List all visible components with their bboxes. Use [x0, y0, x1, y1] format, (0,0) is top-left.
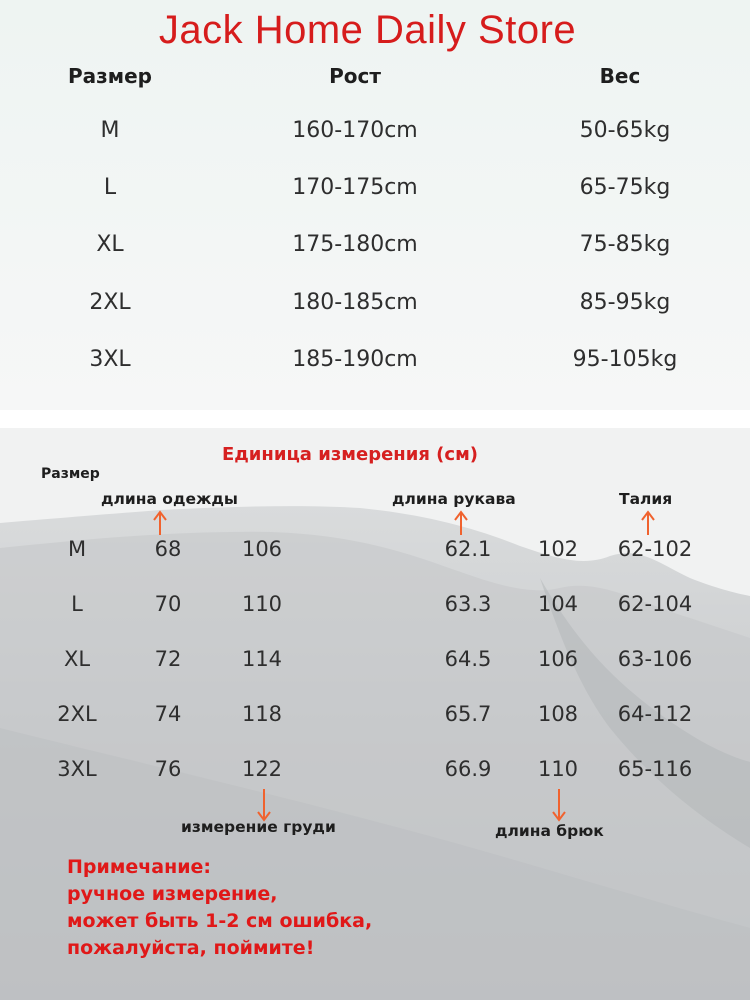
- unit-title: Единица измерения (см): [221, 444, 479, 465]
- measurement-cell-waist: 65-116: [617, 757, 693, 781]
- size-table-cell-size: L: [103, 175, 117, 200]
- size-table-cell-weight: 95-105kg: [572, 347, 678, 372]
- size-table-cell-height: 185-190cm: [292, 347, 418, 372]
- measurement-cell-size: L: [71, 592, 83, 616]
- measurement-cell-length: 74: [154, 702, 182, 726]
- size-table-cell-height: 175-180cm: [292, 232, 418, 257]
- measurement-cell-waist: 62-104: [617, 592, 693, 616]
- measurement-cell-size: 2XL: [57, 702, 97, 726]
- measurement-panel: [0, 428, 750, 1000]
- size-table-cell-weight: 50-65kg: [579, 118, 671, 143]
- size-table-cell-size: 2XL: [89, 290, 131, 315]
- measurement-cell-pants: 108: [537, 702, 579, 726]
- measurement-cell-sleeve: 62.1: [444, 537, 492, 561]
- size-table-cell-weight: 65-75kg: [579, 175, 671, 200]
- measurement-cell-waist: 64-112: [617, 702, 693, 726]
- header-height: Рост: [329, 64, 381, 88]
- size-table-cell-weight: 85-95kg: [579, 290, 671, 315]
- arrow-down-icon: [257, 788, 271, 822]
- size-height-weight-panel: [0, 0, 750, 410]
- size-table-cell-height: 160-170cm: [292, 118, 418, 143]
- measurement-cell-sleeve: 66.9: [444, 757, 492, 781]
- measurement-cell-sleeve: 65.7: [444, 702, 492, 726]
- store-title: Jack Home Daily Store: [158, 8, 577, 52]
- size-table-cell-height: 180-185cm: [292, 290, 418, 315]
- note-heading: Примечание:: [67, 856, 212, 878]
- header-size: Размер: [67, 64, 153, 88]
- size-table-cell-height: 170-175cm: [292, 175, 418, 200]
- arrow-up-icon: [454, 510, 468, 536]
- measurement-cell-pants: 102: [537, 537, 579, 561]
- label-garment-length: длина одежды: [101, 490, 238, 508]
- measurement-cell-chest: 122: [241, 757, 283, 781]
- measurement-cell-pants: 110: [537, 757, 579, 781]
- measurement-cell-sleeve: 63.3: [444, 592, 492, 616]
- measurement-cell-chest: 114: [241, 647, 283, 671]
- size-table-cell-weight: 75-85kg: [579, 232, 671, 257]
- size-table-cell-size: 3XL: [89, 347, 131, 372]
- measurement-cell-chest: 110: [241, 592, 283, 616]
- arrow-up-icon: [641, 510, 655, 536]
- measurement-cell-length: 68: [154, 537, 182, 561]
- label-waist: Талия: [619, 490, 673, 508]
- label-sleeve-length: длина рукава: [392, 490, 516, 508]
- note-line: пожалуйста, поймите!: [67, 937, 315, 959]
- measurement-cell-length: 72: [154, 647, 182, 671]
- measurement-cell-chest: 118: [241, 702, 283, 726]
- size-table-cell-size: XL: [96, 232, 124, 257]
- measurement-cell-sleeve: 64.5: [444, 647, 492, 671]
- measurement-cell-chest: 106: [241, 537, 283, 561]
- note-line: ручное измерение,: [67, 883, 278, 905]
- measurement-cell-pants: 104: [537, 592, 579, 616]
- label-chest: измерение груди: [181, 818, 336, 836]
- measurement-cell-waist: 63-106: [617, 647, 693, 671]
- measurement-cell-pants: 106: [537, 647, 579, 671]
- arrow-up-icon: [153, 510, 167, 536]
- size-table-cell-size: M: [100, 118, 120, 143]
- note-line: может быть 1-2 см ошибка,: [67, 910, 373, 932]
- measurement-cell-size: XL: [63, 647, 91, 671]
- measurement-cell-size: M: [67, 537, 87, 561]
- measurement-cell-size: 3XL: [57, 757, 97, 781]
- measurement-cell-length: 76: [154, 757, 182, 781]
- header-weight: Вес: [599, 64, 641, 88]
- arrow-down-icon: [552, 788, 566, 822]
- label-pants-length: длина брюк: [495, 822, 604, 840]
- measurement-cell-waist: 62-102: [617, 537, 693, 561]
- label-size: Размер: [41, 466, 100, 482]
- measurement-cell-length: 70: [154, 592, 182, 616]
